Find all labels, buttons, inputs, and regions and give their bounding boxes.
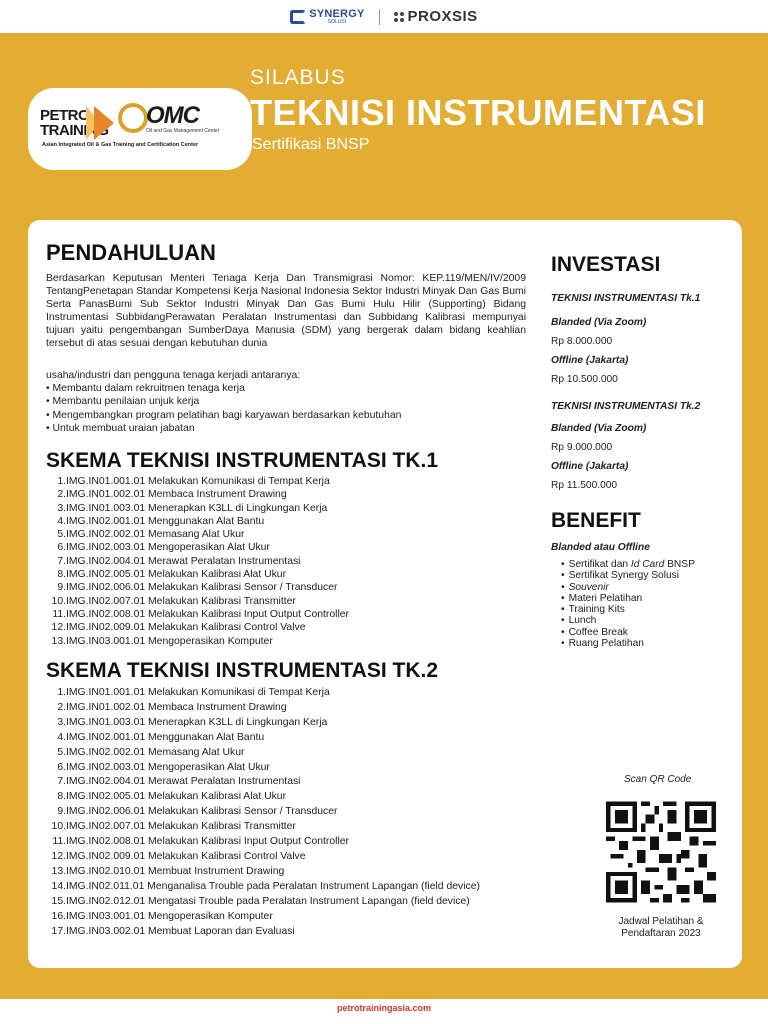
skema-item-number: 14. — [51, 880, 66, 892]
synergy-mark-icon — [290, 10, 306, 24]
skema-item-text: IMG.IN02.005.01 Melakukan Kalibrasi Alat Ukur — [66, 569, 287, 581]
skema-item — [46, 910, 536, 925]
skema-item — [46, 686, 536, 701]
page-subtitle: Sertifikasi BNSP — [252, 136, 370, 153]
tk2-online-price: Rp 9.000.000 — [551, 442, 613, 453]
footer-website-link[interactable]: petrotrainingasia.com — [336, 1003, 432, 1013]
skema-item — [46, 805, 536, 820]
skema-item-number: 2. — [57, 489, 66, 501]
skema-item — [46, 515, 526, 528]
top-logo-bar — [0, 0, 768, 33]
pendahuluan-heading: PENDAHULUAN — [46, 240, 216, 265]
skema-item — [46, 568, 526, 581]
skema-item — [46, 746, 536, 761]
skema-item-text: IMG.IN01.002.01 Membaca Instrument Drawing — [66, 489, 287, 501]
skema-item-number: 7. — [57, 555, 66, 567]
skema-item-text: IMG.IN02.005.01 Melakukan Kalibrasi Alat Ukur — [66, 791, 287, 803]
tk1-online-label: Blanded (Via Zoom) — [551, 317, 647, 328]
tk1-online-price: Rp 8.000.000 — [551, 336, 613, 347]
petro-training-wordmark: PETRO TRAINING — [40, 107, 109, 139]
skema-item — [46, 731, 536, 746]
skema-item-text: IMG.IN02.008.01 Melakukan Kalibrasi Input Output Controller — [66, 836, 350, 848]
pendahuluan-paragraph: Berdasarkan Keputusan Menteri Tenaga Kerja Dan Transmigrasi Nomor: KEP.119/MEN/IV/2009 TentangPenetapan Standar Kompetensi Kerja Nasional Indonesia Sektor Industri Minyak Dan Gas Bumi Serta PanasBumi Sub Sektor Industri Minyak Dan Gas Bumi Hulu Hilir (Supporting) Bidang Instrumentasi SubbidangPerawatan Peralatan Instrumentasi dan Subbidang Kalibrasi mempunyai tujuan yaitu pengembangan SumberDaya Manusia (SDM) yang bergerak dalam bidang keahlian tersebut di atas sesuai dengan kebutuhan dunia — [46, 273, 526, 349]
skema-item-number: 5. — [57, 746, 66, 758]
skema-item-number: 3. — [57, 502, 66, 514]
skema-item — [46, 488, 526, 501]
skema-item — [46, 716, 536, 731]
skema-item-text: IMG.IN03.002.01 Membuat Laporan dan Evaluasi — [66, 925, 295, 937]
page-kicker: SILABUS — [250, 66, 346, 89]
tk2-online-label: Blanded (Via Zoom) — [551, 423, 647, 434]
skema-item-number: 8. — [57, 569, 66, 581]
synergy-logo-text: SYNERGY — [309, 7, 365, 20]
skema-item — [46, 595, 526, 608]
qr-caption: Jadwal Pelatihan & Pendaftaran 2023 — [618, 916, 704, 939]
skema-item-number: 2. — [57, 701, 66, 713]
logo-tagline: Asian Integrated Oil & Gas Training and Certification Center — [42, 142, 199, 148]
skema-item — [46, 880, 536, 895]
skema-item-number: 12. — [51, 850, 66, 862]
skema-item — [46, 850, 536, 865]
omc-subtext: Oil and Gas Management Center — [146, 128, 220, 134]
skema-item-text: IMG.IN01.001.01 Melakukan Komunikasi di Tempat Kerja — [66, 476, 330, 487]
skema-item — [46, 790, 536, 805]
skema-item — [46, 502, 526, 515]
skema-item-number: 6. — [57, 542, 66, 554]
skema-item-text: IMG.IN01.003.01 Menerapkan K3LL di Lingkungan Kerja — [66, 502, 328, 514]
benefit-item: • Materi Pelatihan — [561, 593, 695, 604]
skema-item-number: 7. — [57, 776, 66, 788]
skema-item-number: 13. — [51, 635, 66, 647]
skema-item-text: IMG.IN02.007.01 Melakukan Kalibrasi Transmitter — [66, 595, 296, 607]
pendahuluan-line: usaha/industri dan pengguna tenaga kerjadi antaranya: — [46, 370, 301, 381]
skema-tk1-list — [46, 475, 526, 648]
proxsis-logo-text: PROXSIS — [407, 8, 478, 25]
skema-item — [46, 608, 526, 621]
skema-item-number: 16. — [51, 910, 66, 922]
benefit-list — [561, 559, 695, 649]
pendahuluan-bullet: • Untuk membuat uraian jabatan — [46, 422, 195, 434]
tk1-offline-label: Offline (Jakarta) — [551, 355, 629, 366]
pendahuluan-bullet: • Mengembangkan program pelatihan bagi karyawan berdasarkan kebutuhan — [46, 409, 402, 421]
petro-training-logo-card — [28, 88, 252, 170]
chevron-orange-icon — [94, 106, 114, 140]
skema-item — [46, 475, 526, 488]
skema-item — [46, 528, 526, 541]
benefit-item: • Training Kits — [561, 604, 695, 615]
benefit-item: • Sertifikat Synergy Solusi — [561, 570, 695, 581]
skema-item-number: 10. — [51, 821, 66, 833]
pendahuluan-bullet: • Membantu penilaian unjuk kerja — [46, 396, 200, 408]
skema-item-text: IMG.IN02.003.01 Mengoperasikan Alat Ukur — [66, 542, 270, 554]
skema-item-text: IMG.IN02.006.01 Melakukan Kalibrasi Sensor / Transducer — [66, 806, 338, 818]
skema-item-text: IMG.IN02.012.01 Mengatasi Trouble pada Peralatan Instrument Lapangan (field device) — [66, 895, 470, 907]
tk2-offline-label: Offline (Jakarta) — [551, 461, 629, 472]
tk2-offline-price: Rp 11.500.000 — [551, 480, 618, 491]
skema-item — [46, 635, 526, 648]
pendahuluan-list — [46, 369, 526, 435]
skema-item-number: 3. — [57, 716, 66, 728]
skema-item-number: 9. — [57, 582, 66, 594]
logo-divider — [379, 9, 380, 25]
qr-code-icon[interactable] — [606, 801, 716, 903]
benefit-item: • Ruang Pelatihan — [561, 638, 695, 649]
skema-item-text: IMG.IN02.007.01 Melakukan Kalibrasi Transmitter — [66, 821, 296, 833]
skema-item — [46, 621, 526, 634]
benefit-item: • Sertifikat dan Id Card BNSP — [561, 559, 695, 570]
skema-item-text: IMG.IN02.004.01 Merawat Peralatan Instrumentasi — [66, 555, 301, 567]
skema-tk2-heading: SKEMA TEKNISI INSTRUMENTASI TK.2 — [46, 659, 439, 682]
skema-item — [46, 865, 536, 880]
skema-item-text: IMG.IN02.009.01 Melakukan Kalibrasi Control Valve — [66, 850, 306, 862]
omc-wordmark: OMC — [146, 102, 199, 129]
skema-item-number: 11. — [52, 608, 66, 620]
skema-item-number: 17. — [51, 925, 66, 937]
skema-item-text: IMG.IN02.008.01 Melakukan Kalibrasi Input Output Controller — [66, 608, 350, 620]
skema-item — [46, 761, 536, 776]
skema-item-number: 11. — [52, 836, 66, 848]
skema-item — [46, 775, 536, 790]
skema-item-text: IMG.IN02.003.01 Mengoperasikan Alat Ukur — [66, 761, 270, 773]
skema-item-number: 4. — [57, 731, 66, 743]
skema-item-text: IMG.IN02.011.01 Menganalisa Trouble pada Peralatan Instrument Lapangan (field device) — [66, 880, 480, 892]
skema-item-text: IMG.IN01.002.01 Membaca Instrument Drawing — [66, 701, 287, 713]
proxsis-dots-icon — [394, 12, 404, 22]
skema-item-text: IMG.IN02.009.01 Melakukan Kalibrasi Control Valve — [66, 622, 306, 634]
skema-item — [46, 555, 526, 568]
skema-item-text: IMG.IN02.006.01 Melakukan Kalibrasi Sensor / Transducer — [66, 582, 338, 594]
skema-item — [46, 541, 526, 554]
proxsis-logo — [394, 8, 478, 25]
skema-tk2-list — [46, 686, 536, 939]
skema-item — [46, 835, 536, 850]
skema-item-text: IMG.IN01.001.01 Melakukan Komunikasi di Tempat Kerja — [66, 687, 330, 698]
skema-item-text: IMG.IN02.010.01 Membuat Instrument Drawing — [66, 865, 285, 877]
skema-item-text: IMG.IN02.002.01 Memasang Alat Ukur — [66, 529, 245, 541]
tk2-price-title: TEKNISI INSTRUMENTASI Tk.2 — [551, 401, 701, 412]
skema-item-number: 12. — [51, 622, 66, 634]
skema-item-number: 8. — [57, 791, 66, 803]
benefit-heading: BENEFIT — [551, 509, 641, 532]
skema-item-text: IMG.IN01.003.01 Menerapkan K3LL di Lingkungan Kerja — [66, 716, 328, 728]
skema-item-number: 1. — [57, 687, 66, 698]
benefit-item: • Coffee Break — [561, 627, 695, 638]
skema-item-number: 6. — [57, 761, 66, 773]
skema-item-number: 15. — [51, 895, 66, 907]
skema-item-text: IMG.IN02.001.01 Menggunakan Alat Bantu — [66, 731, 265, 743]
skema-item-number: 1. — [57, 476, 66, 487]
skema-item — [46, 701, 536, 716]
skema-item-text: IMG.IN03.001.01 Mengoperasikan Komputer — [66, 635, 273, 647]
skema-item-text: IMG.IN02.002.01 Memasang Alat Ukur — [66, 746, 245, 758]
skema-item-number: 5. — [57, 529, 66, 541]
skema-item — [46, 925, 536, 940]
skema-item-number: 9. — [57, 806, 66, 818]
skema-item-text: IMG.IN02.004.01 Merawat Peralatan Instrumentasi — [66, 776, 301, 788]
omc-ring-icon — [118, 103, 148, 133]
skema-item — [46, 581, 526, 594]
skema-item — [46, 820, 536, 835]
skema-item-number: 4. — [57, 515, 66, 527]
skema-item-text: IMG.IN03.001.01 Mengoperasikan Komputer — [66, 910, 273, 922]
qr-label: Scan QR Code — [624, 774, 692, 785]
page-title: TEKNISI INSTRUMENTASI — [250, 92, 706, 133]
benefit-mode: Blanded atau Offline — [551, 542, 650, 553]
benefit-item: • Souvenir — [561, 582, 695, 593]
skema-item-number: 13. — [51, 865, 66, 877]
investasi-heading: INVESTASI — [551, 253, 661, 276]
tk1-offline-price: Rp 10.500.000 — [551, 374, 618, 385]
skema-item — [46, 895, 536, 910]
benefit-item: • Lunch — [561, 615, 695, 626]
synergy-logo-sub: SOLUSI — [327, 18, 347, 25]
synergy-logo — [290, 9, 364, 25]
skema-item-number: 10. — [51, 595, 66, 607]
skema-item-text: IMG.IN02.001.01 Menggunakan Alat Bantu — [66, 515, 265, 527]
skema-tk1-heading: SKEMA TEKNISI INSTRUMENTASI TK.1 — [46, 449, 439, 472]
pendahuluan-bullet: • Membantu dalam rekruitmen tenaga kerja — [46, 383, 245, 395]
tk1-price-title: TEKNISI INSTRUMENTASI Tk.1 — [551, 293, 701, 304]
